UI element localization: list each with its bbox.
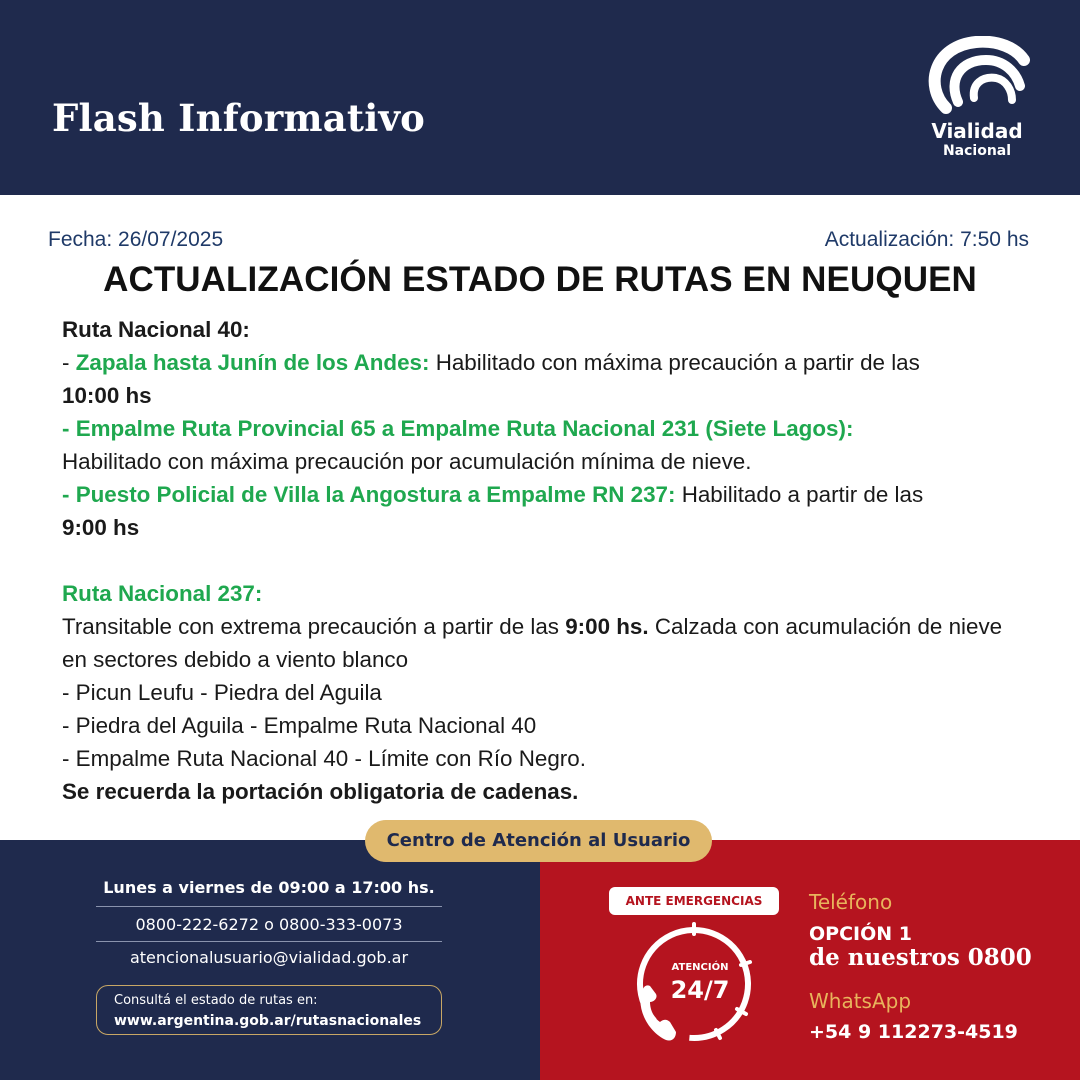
office-hours: Lunes a viernes de 09:00 a 17:00 hs. [103,878,435,897]
rn40-item-3 [62,478,1032,511]
rn237-desc-b: Calzada con acumulación de nieve en sectores debido a viento blanco [62,614,1003,672]
rn40-item-1-text: Habilitado con máxima precaución a partir de las [429,350,920,375]
rn237-desc-time: 9:00 hs. [565,614,649,639]
list-item: - Picun Leufu - Piedra del Aguila [62,680,382,705]
phone-option-2: de nuestros 0800 [809,944,1032,971]
attention-label: ATENCIÓN [671,962,729,973]
logo-name: Vialidad [931,119,1023,143]
chains-reminder: Se recuerda la portación obligatoria de cadenas. [62,779,579,804]
user-center-badge: Centro de Atención al Usuario [365,820,712,862]
whatsapp-number[interactable]: +54 9 112273-4519 [809,1021,1018,1043]
rn40-item-3-text: Habilitado a partir de las [675,482,924,507]
attention-hours: 24/7 [670,976,730,1004]
rn237-description [62,610,1032,676]
rn40-item-3-time: 9:00 hs [62,515,140,540]
whatsapp-label: WhatsApp [809,989,912,1013]
rn40-item-2-place: Empalme Ruta Provincial 65 a Empalme Ruta Nacional 231 (Siete Lagos): [75,416,854,441]
phone-label: Teléfono [809,890,893,914]
rn40-item-2 [62,412,1032,445]
update-time: Actualización: 7:50 hs [824,228,1029,251]
rn237-title: Ruta Nacional 237: [62,581,263,606]
rn40-item-1-time: 10:00 hs [62,383,152,408]
flash-title: Flash Informativo [52,96,426,140]
spacer [62,544,1032,577]
email-link[interactable]: atencionalusuario@vialidad.gob.ar [129,948,409,967]
rn40-item-3-place: Puesto Policial de Villa la Angostura a Empalme RN 237: [75,482,676,507]
header-banner [0,0,1080,195]
divider [96,941,442,942]
routes-status-box[interactable] [96,985,442,1035]
routes-content [62,313,1032,808]
phone-option-1: OPCIÓN 1 [809,923,912,945]
vialidad-logo [918,36,1038,166]
road-curve-icon [924,36,1030,118]
routes-text: Consultá el estado de rutas en: [114,993,318,1008]
list-item: - Empalme Ruta Nacional 40 - Límite con Río Negro. [62,746,586,771]
date-label: Fecha: 26/07/2025 [48,228,224,251]
divider [96,906,442,907]
rn40-item-2-text: Habilitado con máxima precaución por acumulación mínima de nieve. [62,449,752,474]
rn237-desc-a: Transitable con extrema precaución a partir de las [62,614,566,639]
rn40-item-1-place: Zapala hasta Junín de los Andes: [75,350,430,375]
phone-numbers: 0800-222-6272 o 0800-333-0073 [135,915,403,934]
dash: - [62,350,76,375]
logo-sub: Nacional [942,143,1012,159]
dash: - [62,482,76,507]
list-item: - Piedra del Aguila - Empalme Ruta Nacional 40 [62,713,537,738]
rn40-title: Ruta Nacional 40: [62,317,250,342]
page-headline: ACTUALIZACIÓN ESTADO DE RUTAS EN NEUQUEN [103,260,977,299]
emergency-badge: ANTE EMERGENCIAS [609,887,779,915]
dash: - [62,416,76,441]
routes-url-link[interactable]: www.argentina.gob.ar/rutasnacionales [114,1013,422,1029]
rn40-item-1 [62,346,1032,379]
